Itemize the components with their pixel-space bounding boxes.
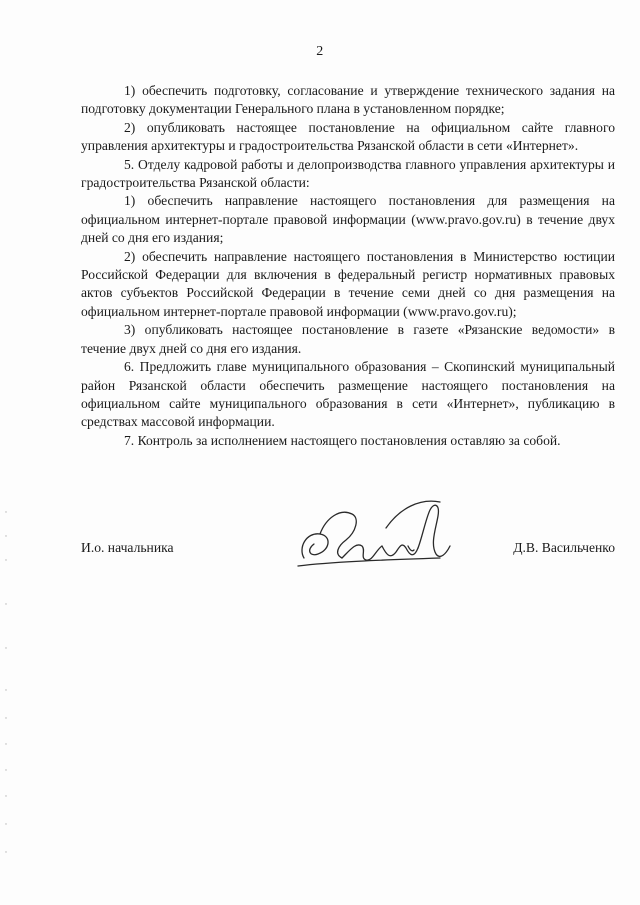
paragraph-2: 2) опубликовать настоящее постановление на официальном сайте главного управления архитектуры и градостроительства Рязанской области в сети «Интернет». [81, 119, 615, 154]
document-body [81, 82, 615, 450]
handwritten-signature [290, 488, 470, 580]
paragraph-5: 2) обеспечить направление настоящего постановления в Министерство юстиции Российской Федерации для включения в федеральный регистр нормативных правовых актов субъектов Российской Федерации в течение семи дней со дня размещения на официальном интернет-портале правовой информации (www.pravo.gov.ru); [81, 248, 615, 319]
paragraph-3: 5. Отделу кадровой работы и делопроизводства главного управления архитектуры и градостроительства Рязанской области: [81, 156, 615, 191]
scan-edge-artifacts [4, 508, 8, 868]
paragraph-8: 7. Контроль за исполнением настоящего постановления оставляю за собой. [124, 432, 561, 448]
signatory-name: Д.В. Васильченко [513, 540, 615, 555]
paragraph-7: 6. Предложить главе муниципального образования – Скопинский муниципальный район Рязанской области обеспечить размещение настоящего постановления на официальном сайте муниципального образования в сети «Интернет», публикацию в средствах массовой информации. [81, 359, 615, 430]
page-number: 2 [316, 44, 324, 59]
paragraph-6: 3) опубликовать настоящее постановление в газете «Рязанские ведомости» в течение двух дней со дня его издания. [81, 322, 615, 356]
paragraph-1: 1) обеспечить подготовку, согласование и утверждение технического задания на подготовку документации Генерального плана в установленном порядке; [81, 83, 615, 117]
signatory-position: И.о. начальника [81, 540, 174, 555]
paragraph-4: 1) обеспечить направление настоящего постановления для размещения на официальном интернет-портале правовой информации (www.pravo.gov.ru) в течение двух дней со дня его издания; [81, 193, 615, 246]
